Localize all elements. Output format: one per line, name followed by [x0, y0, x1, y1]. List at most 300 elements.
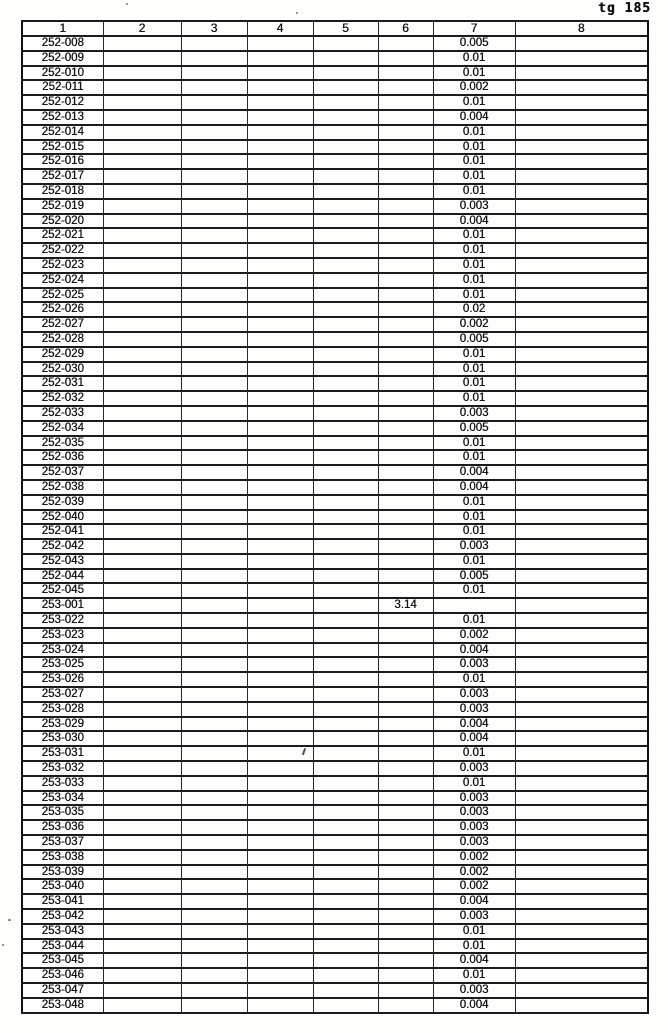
data-cell	[181, 835, 247, 850]
data-cell	[378, 850, 433, 865]
row-id-cell: 253-031	[22, 746, 103, 761]
data-cell	[103, 939, 181, 954]
data-cell	[378, 95, 433, 110]
data-cell	[247, 657, 313, 672]
data-cell	[313, 909, 378, 924]
row-id-cell: 253-041	[22, 894, 103, 909]
data-cell	[378, 583, 433, 598]
data-cell	[247, 288, 313, 303]
data-cell: 0.01	[433, 968, 515, 983]
data-cell: 0.005	[433, 36, 515, 51]
row-id-cell: 253-001	[22, 598, 103, 613]
data-cell: 0.003	[433, 791, 515, 806]
page-number-stamp: tg 185	[598, 1, 651, 16]
data-cell	[313, 657, 378, 672]
data-cell	[103, 332, 181, 347]
data-cell: 0.003	[433, 687, 515, 702]
data-cell	[247, 80, 313, 95]
data-cell	[378, 184, 433, 199]
data-cell	[247, 598, 313, 613]
table-row	[22, 288, 648, 303]
data-cell	[181, 598, 247, 613]
data-cell	[515, 643, 648, 658]
data-cell	[313, 243, 378, 258]
data-cell: 0.002	[433, 317, 515, 332]
row-id-cell: 253-027	[22, 687, 103, 702]
data-cell	[247, 776, 313, 791]
data-cell	[515, 288, 648, 303]
row-id-cell: 253-029	[22, 717, 103, 732]
row-id-cell: 252-039	[22, 495, 103, 510]
data-cell	[515, 939, 648, 954]
data-cell	[181, 199, 247, 214]
data-cell	[247, 539, 313, 554]
data-cell	[378, 302, 433, 317]
data-cell	[103, 480, 181, 495]
data-cell	[103, 569, 181, 584]
data-cell: 0.004	[433, 894, 515, 909]
table-row	[22, 924, 648, 939]
data-cell	[247, 968, 313, 983]
data-cell	[313, 643, 378, 658]
data-cell: 0.01	[433, 184, 515, 199]
data-cell	[103, 495, 181, 510]
data-cell	[181, 184, 247, 199]
scan-artifact	[126, 3, 128, 5]
data-cell	[181, 214, 247, 229]
data-cell: 0.005	[433, 332, 515, 347]
data-cell	[247, 613, 313, 628]
data-cell	[247, 791, 313, 806]
data-cell	[181, 406, 247, 421]
data-cell	[313, 583, 378, 598]
data-cell	[515, 702, 648, 717]
row-id-cell: 252-043	[22, 554, 103, 569]
table-row	[22, 95, 648, 110]
data-cell: 0.003	[433, 657, 515, 672]
data-cell: 0.003	[433, 761, 515, 776]
data-cell	[515, 228, 648, 243]
data-cell: 0.003	[433, 983, 515, 998]
table-row	[22, 998, 648, 1013]
data-cell	[247, 953, 313, 968]
data-cell	[247, 154, 313, 169]
data-cell	[378, 539, 433, 554]
data-cell	[103, 998, 181, 1013]
data-cell	[515, 347, 648, 362]
data-cell	[313, 628, 378, 643]
data-cell	[378, 465, 433, 480]
data-cell	[515, 998, 648, 1013]
data-cell	[378, 66, 433, 81]
data-cell: 0.004	[433, 998, 515, 1013]
data-cell	[515, 598, 648, 613]
data-cell: 0.003	[433, 820, 515, 835]
table-row	[22, 51, 648, 66]
data-cell	[313, 510, 378, 525]
data-cell	[515, 731, 648, 746]
row-id-cell: 253-046	[22, 968, 103, 983]
data-cell	[515, 95, 648, 110]
row-id-cell: 252-045	[22, 583, 103, 598]
data-cell	[313, 362, 378, 377]
data-cell	[378, 687, 433, 702]
table-row	[22, 302, 648, 317]
data-cell	[378, 865, 433, 880]
data-cell	[181, 450, 247, 465]
table-row	[22, 731, 648, 746]
data-cell	[103, 465, 181, 480]
data-cell	[181, 110, 247, 125]
data-cell	[378, 554, 433, 569]
table-row	[22, 539, 648, 554]
data-cell: 0.01	[433, 154, 515, 169]
data-cell	[247, 865, 313, 880]
data-cell	[378, 480, 433, 495]
data-cell	[378, 362, 433, 377]
data-cell	[103, 140, 181, 155]
data-cell	[247, 820, 313, 835]
data-cell	[378, 288, 433, 303]
column-header-1: 1	[22, 21, 103, 36]
row-id-cell: 252-019	[22, 199, 103, 214]
row-id-cell: 252-034	[22, 421, 103, 436]
data-cell: 0.01	[433, 924, 515, 939]
data-cell	[181, 80, 247, 95]
data-cell	[313, 288, 378, 303]
scan-artifact	[8, 919, 11, 921]
data-cell	[181, 731, 247, 746]
row-id-cell: 252-014	[22, 125, 103, 140]
data-cell	[247, 879, 313, 894]
data-cell	[103, 273, 181, 288]
table-row	[22, 495, 648, 510]
data-cell	[378, 273, 433, 288]
row-id-cell: 253-024	[22, 643, 103, 658]
data-cell	[313, 66, 378, 81]
table-row	[22, 672, 648, 687]
data-cell	[515, 554, 648, 569]
data-cell	[103, 598, 181, 613]
data-cell	[313, 347, 378, 362]
table-row	[22, 865, 648, 880]
table-row	[22, 879, 648, 894]
data-cell	[181, 850, 247, 865]
data-cell: 0.01	[433, 436, 515, 451]
data-cell	[515, 495, 648, 510]
data-cell	[313, 214, 378, 229]
data-cell	[515, 983, 648, 998]
data-cell	[181, 169, 247, 184]
table-row	[22, 835, 648, 850]
data-cell	[247, 687, 313, 702]
data-cell	[515, 539, 648, 554]
data-cell	[378, 524, 433, 539]
row-id-cell: 252-010	[22, 66, 103, 81]
data-cell: 0.005	[433, 421, 515, 436]
data-cell	[181, 983, 247, 998]
data-cell	[103, 657, 181, 672]
row-id-cell: 253-045	[22, 953, 103, 968]
data-cell	[103, 583, 181, 598]
table-row	[22, 258, 648, 273]
data-cell: 0.01	[433, 672, 515, 687]
data-cell	[247, 332, 313, 347]
data-cell: 0.004	[433, 480, 515, 495]
table-row	[22, 909, 648, 924]
data-cell: 0.003	[433, 702, 515, 717]
row-id-cell: 252-042	[22, 539, 103, 554]
table-row	[22, 939, 648, 954]
data-cell	[313, 835, 378, 850]
data-cell	[181, 998, 247, 1013]
header-row	[22, 21, 648, 36]
data-cell	[313, 539, 378, 554]
data-cell	[247, 406, 313, 421]
data-cell	[313, 731, 378, 746]
row-id-cell: 252-024	[22, 273, 103, 288]
table-row	[22, 554, 648, 569]
data-cell	[103, 953, 181, 968]
data-cell	[313, 154, 378, 169]
data-cell: 0.01	[433, 243, 515, 258]
data-cell	[181, 657, 247, 672]
data-cell	[103, 879, 181, 894]
row-id-cell: 252-031	[22, 376, 103, 391]
table-row	[22, 702, 648, 717]
data-cell	[247, 495, 313, 510]
data-cell	[247, 717, 313, 732]
data-cell	[515, 214, 648, 229]
data-cell	[103, 702, 181, 717]
table-row	[22, 791, 648, 806]
data-cell	[378, 317, 433, 332]
data-cell: 0.004	[433, 731, 515, 746]
data-cell	[378, 199, 433, 214]
data-cell	[181, 583, 247, 598]
data-cell	[313, 140, 378, 155]
data-cell	[181, 820, 247, 835]
data-cell	[247, 51, 313, 66]
data-cell	[378, 421, 433, 436]
data-cell: 0.003	[433, 835, 515, 850]
data-cell	[181, 746, 247, 761]
data-cell	[103, 66, 181, 81]
data-cell: 0.004	[433, 214, 515, 229]
data-cell: 0.002	[433, 628, 515, 643]
row-id-cell: 252-037	[22, 465, 103, 480]
table-row	[22, 598, 648, 613]
data-cell	[181, 317, 247, 332]
data-cell	[313, 465, 378, 480]
data-cell	[103, 717, 181, 732]
data-cell	[313, 865, 378, 880]
data-cell	[181, 524, 247, 539]
data-cell: 0.01	[433, 140, 515, 155]
column-header-3: 3	[181, 21, 247, 36]
data-cell: 0.004	[433, 953, 515, 968]
row-id-cell: 253-030	[22, 731, 103, 746]
data-cell	[247, 835, 313, 850]
data-cell	[378, 376, 433, 391]
data-cell	[247, 273, 313, 288]
row-id-cell: 252-023	[22, 258, 103, 273]
row-id-cell: 253-047	[22, 983, 103, 998]
data-cell	[378, 820, 433, 835]
table-row	[22, 953, 648, 968]
table-row	[22, 643, 648, 658]
data-cell	[313, 302, 378, 317]
data-cell	[181, 495, 247, 510]
data-cell	[181, 66, 247, 81]
data-cell	[247, 421, 313, 436]
data-cell: 0.002	[433, 850, 515, 865]
data-cell	[515, 273, 648, 288]
data-cell	[515, 687, 648, 702]
data-cell	[515, 362, 648, 377]
table-row	[22, 169, 648, 184]
data-cell	[515, 140, 648, 155]
data-cell	[515, 820, 648, 835]
table-body	[22, 36, 648, 1013]
data-cell: 0.01	[433, 228, 515, 243]
data-cell	[313, 524, 378, 539]
data-cell	[247, 850, 313, 865]
table-row	[22, 480, 648, 495]
data-cell	[313, 761, 378, 776]
data-cell: 0.003	[433, 909, 515, 924]
data-cell	[378, 495, 433, 510]
data-cell	[378, 258, 433, 273]
data-cell: 0.01	[433, 66, 515, 81]
data-cell	[515, 894, 648, 909]
data-cell: 0.002	[433, 80, 515, 95]
data-cell	[378, 717, 433, 732]
data-cell	[515, 480, 648, 495]
row-id-cell: 253-023	[22, 628, 103, 643]
data-cell: 0.01	[433, 376, 515, 391]
row-id-cell: 252-041	[22, 524, 103, 539]
table-row	[22, 450, 648, 465]
data-cell	[515, 66, 648, 81]
data-cell	[103, 214, 181, 229]
row-id-cell: 252-026	[22, 302, 103, 317]
table-row	[22, 746, 648, 761]
data-cell: 0.01	[433, 554, 515, 569]
column-header-4: 4	[247, 21, 313, 36]
data-cell	[378, 835, 433, 850]
data-cell	[378, 347, 433, 362]
table-row	[22, 214, 648, 229]
data-cell	[313, 569, 378, 584]
table-row	[22, 983, 648, 998]
data-cell	[313, 228, 378, 243]
data-cell	[378, 628, 433, 643]
data-cell	[103, 894, 181, 909]
data-cell	[313, 613, 378, 628]
data-cell: 0.004	[433, 110, 515, 125]
data-cell	[247, 436, 313, 451]
data-cell	[181, 539, 247, 554]
data-cell	[103, 258, 181, 273]
data-cell	[515, 672, 648, 687]
data-cell	[181, 480, 247, 495]
data-cell	[313, 199, 378, 214]
data-cell	[247, 924, 313, 939]
data-cell	[515, 524, 648, 539]
data-cell	[313, 717, 378, 732]
data-cell	[247, 583, 313, 598]
row-id-cell: 252-040	[22, 510, 103, 525]
data-cell	[181, 273, 247, 288]
data-cell	[181, 894, 247, 909]
data-cell	[181, 51, 247, 66]
data-cell	[313, 924, 378, 939]
data-cell	[515, 184, 648, 199]
row-id-cell: 252-016	[22, 154, 103, 169]
row-id-cell: 252-029	[22, 347, 103, 362]
data-cell	[313, 51, 378, 66]
data-cell	[247, 317, 313, 332]
data-cell	[515, 110, 648, 125]
data-cell: 0.02	[433, 302, 515, 317]
data-cell: 0.003	[433, 539, 515, 554]
data-cell	[181, 628, 247, 643]
data-cell	[181, 421, 247, 436]
data-cell	[103, 524, 181, 539]
data-cell	[181, 643, 247, 658]
table-row	[22, 376, 648, 391]
data-cell	[313, 953, 378, 968]
data-cell	[103, 983, 181, 998]
data-cell	[515, 436, 648, 451]
data-cell	[247, 140, 313, 155]
data-cell	[515, 583, 648, 598]
data-cell	[515, 850, 648, 865]
data-cell	[103, 376, 181, 391]
data-cell: 0.003	[433, 199, 515, 214]
data-table	[21, 20, 649, 1014]
data-cell	[515, 243, 648, 258]
data-cell	[515, 169, 648, 184]
data-cell	[378, 214, 433, 229]
data-cell	[378, 332, 433, 347]
data-cell	[515, 421, 648, 436]
table-row	[22, 436, 648, 451]
data-cell	[378, 228, 433, 243]
data-cell	[181, 953, 247, 968]
data-cell: 0.01	[433, 169, 515, 184]
data-cell	[313, 36, 378, 51]
table-row	[22, 391, 648, 406]
data-cell	[247, 125, 313, 140]
data-cell	[515, 613, 648, 628]
data-cell	[313, 939, 378, 954]
data-cell	[247, 110, 313, 125]
data-cell	[313, 879, 378, 894]
data-cell	[247, 805, 313, 820]
data-cell	[378, 983, 433, 998]
data-cell	[313, 998, 378, 1013]
data-cell	[515, 406, 648, 421]
data-cell	[378, 110, 433, 125]
data-cell	[515, 761, 648, 776]
column-header-8: 8	[515, 21, 648, 36]
table-row	[22, 776, 648, 791]
column-header-5: 5	[313, 21, 378, 36]
data-cell	[103, 125, 181, 140]
data-cell	[103, 643, 181, 658]
